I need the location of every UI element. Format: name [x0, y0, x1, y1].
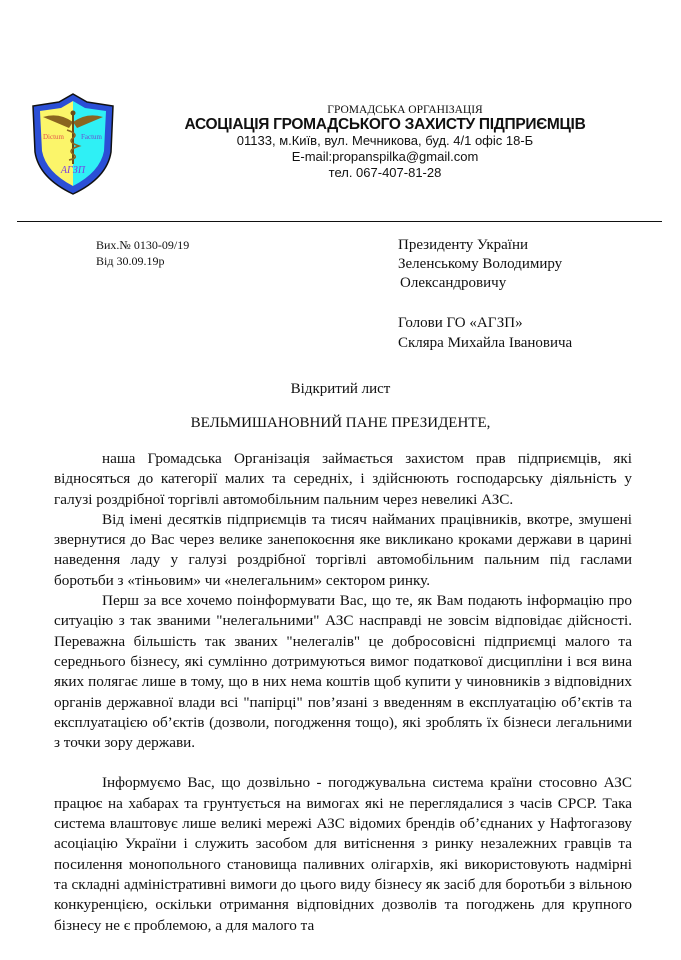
letter-title: Відкритий лист [290, 381, 391, 397]
salutation: ВЕЛЬМИШАНОВНИЙ ПАНЕ ПРЕЗИДЕНТЕ, [190, 415, 491, 431]
paragraph: Інформуємо Вас, що дозвільно - погоджувальна система країни стосовно АЗС працює на хабарах та грунтується на вимогах які не переглядалися з часів СРСР. Така система влаштовує лише великі мережі АЗС відомих брендів об’єднаних у Нафтогазову асоціацію України і служить засобом для витіснення з ринку незалежних гравців та посилення монопольного становища паливних олігархів, які використовують надмірні та складні адміністративні вимоги до цього виду бізнесу як засіб для боротьби з вільною конкуренцією, оскільки отримання відповідних дозволів та погоджень для крупного бізнесу не є проблемою, а для малого та [54, 774, 632, 934]
svg-text:АГЗП: АГЗП [60, 165, 86, 176]
paragraph: Перш за все хочемо поінформувати Вас, що те, як Вам подають інформацію про ситуацію з так званими "нелегальними" АЗС насправді не зовсім відповідає дійсності. Переважна більшість так званих "нелегалів" це добросовісні підприємці малого та середнього бізнесу, які сумлінно дотримуються вимог податкової дисципліни і вся вина яких полягає лише в тому, що в них нема коштів щоб купити у чиновників з відповідних органів державної влади всі "папірці" пов’язані з введенням в експлуатацію об’єктів та експлуатацією об’єктів (дозволи, погодження тощо), які зроблять їх бізнеси легальними з точки зору держави. [54, 592, 632, 752]
letterhead-text [150, 104, 620, 181]
org-email: E-mail:propanspilka@gmail.com [291, 149, 479, 164]
org-type: ГРОМАДСЬКА ОРГАНІЗАЦІЯ [327, 104, 483, 116]
letter-body [54, 449, 632, 936]
recipient-block [398, 236, 562, 293]
org-address: 01133, м.Київ, вул. Мечникова, буд. 4/1 офіс 18-Б [236, 133, 534, 148]
header-divider [17, 221, 662, 222]
recipient-line: Зеленському Володимиру [398, 256, 563, 272]
paragraph: наша Громадська Організація займається захистом прав підприємців, які відносяться до категорії малих та середніх, і здійснюють господарську діяльність у галузі роздрібної торгівлі автомобільним пальним через невеликі АЗС. [54, 450, 632, 508]
organization-logo [29, 92, 117, 196]
paragraph: Від імені десятків підприємців та тисяч найманих працівників, вкотре, змушені звернутися до Вас через велике занепокоєння яке викликано кроками держави в царині наведення ладу у галузі роздрібної торгівлі автомобільним пальним під гаслами боротьби з «тіньовим» чи «нелегальним» сектором ринку. [54, 510, 632, 589]
sender-line: Голови ГО «АГЗП» [398, 315, 523, 331]
recipient-line: Олександровичу [400, 275, 507, 291]
svg-text:Dictum: Dictum [43, 133, 64, 141]
svg-text:Factum: Factum [81, 133, 102, 141]
outgoing-number: Вих.№ 0130-09/19 [96, 238, 190, 252]
sender-block [398, 313, 572, 353]
recipient-line: Президенту України [398, 237, 529, 253]
org-name: АСОЦІАЦІЯ ГРОМАДСЬКОГО ЗАХИСТУ ПІДПРИЄМЦІВ [184, 116, 586, 133]
sender-line: Скляра Михайла Івановича [398, 335, 573, 351]
outgoing-reference [96, 237, 189, 269]
org-phone: тел. 067-407-81-28 [328, 165, 442, 180]
outgoing-date: Від 30.09.19р [96, 254, 165, 268]
caduceus-shield-icon [29, 92, 117, 196]
